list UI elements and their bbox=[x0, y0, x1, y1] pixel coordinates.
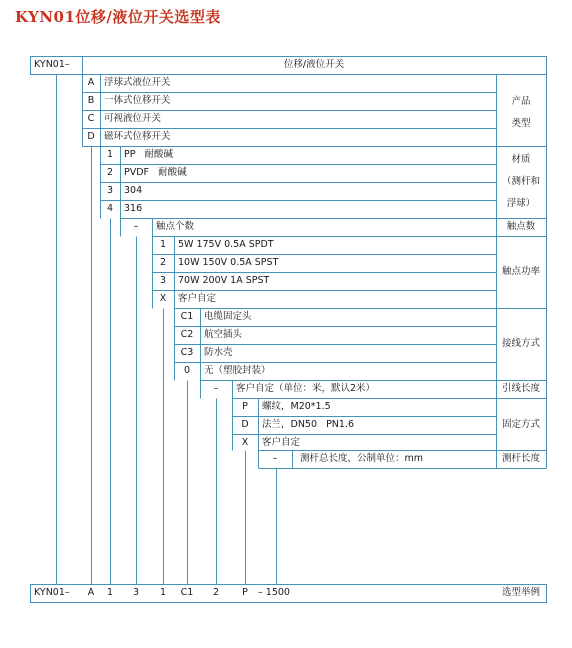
mounting-label-p: 螺纹，M20*1.5 bbox=[262, 401, 331, 412]
mounting-label-x: 客户自定 bbox=[262, 437, 301, 448]
power-code-x: X bbox=[159, 293, 167, 304]
example-part-lead: 2 bbox=[212, 587, 220, 598]
material-code-2: 2 bbox=[106, 167, 114, 178]
mounting-category: 固定方式 bbox=[501, 419, 540, 430]
wiring-code-c1: C1 bbox=[180, 311, 194, 322]
material-label-3: 304 bbox=[124, 185, 143, 196]
mounting-code-p: P bbox=[242, 401, 248, 412]
material-code-4: 4 bbox=[106, 203, 114, 214]
type-category-line-2: 类型 bbox=[511, 118, 531, 129]
lead-label: 客户自定（单位：米，默认2米） bbox=[236, 383, 376, 394]
wiring-label-c3: 防水壳 bbox=[204, 347, 233, 358]
mounting-label-d: 法兰，DN50 PN1.6 bbox=[262, 419, 355, 430]
example-part-type: A bbox=[87, 587, 95, 598]
contacts-category: 触点数 bbox=[506, 221, 536, 232]
mounting-code-x: X bbox=[241, 437, 249, 448]
power-label-2: 10W 150V 0.5A SPST bbox=[178, 257, 279, 268]
mounting-code-d: D bbox=[241, 419, 249, 430]
power-code-1: 1 bbox=[159, 239, 167, 250]
power-label-3: 70W 200V 1A SPST bbox=[178, 275, 270, 286]
type-label-c: 可视液位开关 bbox=[104, 113, 162, 124]
type-label-a: 浮球式液位开关 bbox=[104, 77, 171, 88]
material-code-3: 3 bbox=[106, 185, 114, 196]
lead-category: 引线长度 bbox=[501, 383, 540, 394]
page-title: KYN01位移/液位开关选型表 bbox=[15, 8, 221, 26]
wiring-category: 接线方式 bbox=[501, 338, 540, 349]
material-code-1: 1 bbox=[106, 149, 114, 160]
type-code-b: B bbox=[87, 95, 95, 106]
rod-category: 测杆长度 bbox=[501, 453, 540, 464]
example-part-model: KYN01– bbox=[34, 587, 70, 598]
lead-code: – bbox=[213, 383, 219, 394]
power-code-3: 3 bbox=[159, 275, 167, 286]
wiring-code-0: 0 bbox=[183, 365, 191, 376]
power-label-1: 5W 175V 0.5A SPDT bbox=[178, 239, 274, 250]
contacts-label: 触点个数 bbox=[156, 221, 195, 232]
wiring-label-c1: 电缆固定头 bbox=[204, 311, 252, 322]
type-code-c: C bbox=[87, 113, 95, 124]
type-category-line-1: 产品 bbox=[511, 96, 531, 107]
example-part-rod: – 1500 bbox=[258, 587, 290, 598]
example-part-contacts: 3 bbox=[132, 587, 140, 598]
power-category: 触点功率 bbox=[501, 266, 540, 277]
material-category-line-3: 浮球） bbox=[506, 198, 536, 209]
wiring-label-0: 无（塑胶封装） bbox=[204, 365, 271, 376]
example-part-material: 1 bbox=[106, 587, 114, 598]
header-description: 位移/液位开关 bbox=[283, 59, 345, 70]
type-code-d: D bbox=[87, 131, 95, 142]
material-category-line-2: （测杆和 bbox=[501, 176, 540, 187]
contacts-code: – bbox=[133, 221, 139, 232]
type-label-b: 一体式位移开关 bbox=[104, 95, 171, 106]
power-label-x: 客户自定 bbox=[178, 293, 217, 304]
wiring-code-c2: C2 bbox=[180, 329, 194, 340]
material-label-4: 316 bbox=[124, 203, 143, 214]
example-part-mounting: P bbox=[242, 587, 248, 598]
type-code-a: A bbox=[87, 77, 95, 88]
rod-label: 测杆总长度，公制单位：mm bbox=[300, 453, 424, 464]
example-part-power: 1 bbox=[159, 587, 167, 598]
wiring-label-c2: 航空插头 bbox=[204, 329, 243, 340]
material-label-1: PP 耐酸碱 bbox=[124, 149, 174, 160]
example-label: 选型举例 bbox=[501, 587, 540, 598]
header-model: KYN01– bbox=[34, 59, 70, 70]
material-label-2: PVDF 耐酸碱 bbox=[124, 167, 187, 178]
type-label-d: 磁环式位移开关 bbox=[104, 131, 171, 142]
wiring-code-c3: C3 bbox=[180, 347, 194, 358]
power-code-2: 2 bbox=[159, 257, 167, 268]
rod-code: – bbox=[272, 453, 278, 464]
example-part-wiring: C1 bbox=[180, 587, 194, 598]
material-category-line-1: 材质 bbox=[511, 154, 531, 165]
